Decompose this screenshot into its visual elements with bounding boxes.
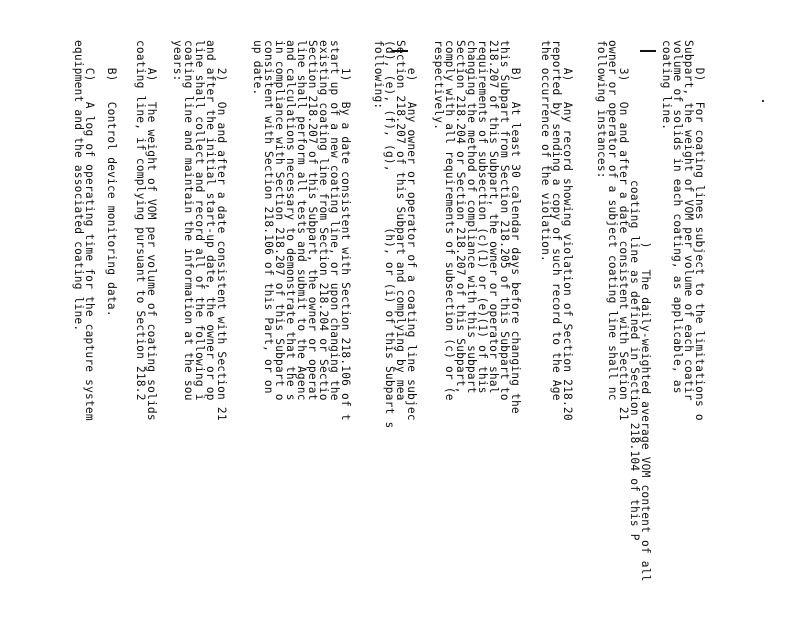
block-label: e) bbox=[405, 67, 418, 82]
block-text: On and after a date consistent with Section 21 and after the initial start-up date, the owner or op line shall collect and record all of the following i coating line and maintain the information at the sou years: bbox=[171, 40, 228, 421]
block-text: Any record showing violation of Section 218.20 reported by sending a copy of such record to the Age the occurrence of the violation. bbox=[539, 40, 574, 421]
block-e2c bbox=[62, 40, 106, 421]
block-text: On and after a date consistent with Section 21 owner or operator of a subject coating line shall nc following instances: bbox=[595, 40, 630, 421]
scan-speck bbox=[762, 100, 764, 102]
block-label: B) bbox=[509, 67, 522, 82]
block-text: The weight of VOM per volume of coating solids coating line, if complying pursuant to Section 218.2 bbox=[134, 40, 158, 421]
block-label: A) bbox=[145, 67, 158, 82]
block-e2 bbox=[161, 40, 238, 421]
block-text: For coating lines subject to the limitations o Subpart, the weight of VOM per volume of each coatir volume of solids in each coating, as applicable, as coating line. bbox=[660, 40, 706, 421]
block-label: C) bbox=[83, 67, 96, 82]
block-text: A log of operating time for the capture system equipment and the associated coating line. bbox=[72, 40, 96, 421]
block-label: 1) bbox=[339, 67, 352, 82]
block-text: Control device monitoring data. bbox=[105, 101, 118, 317]
block-e1 bbox=[241, 40, 362, 421]
block-3b bbox=[422, 40, 532, 414]
block-label: 3) bbox=[617, 67, 630, 82]
block-e2a bbox=[124, 40, 168, 421]
block-text: At least 30 calendar days before changing the this Subpart from Section 218.205 of this Subpart to 218.207 of this Subpart, the owner or operator shal requirements of subsection (c)(1) or (e)(1) of this changing the method of compliance with this subpart Section 218.204 or Section 218.207 of this Subpart, comply with all requirements of subsection (c) or (e respectively. bbox=[432, 40, 522, 414]
block-3 bbox=[585, 40, 640, 421]
block-text: Any owner or operator of a coating line subjec Section 218.207 of this Subpart and complying by mea (d), (e), (f), (g), (h), or (i) of this Subpart s following: bbox=[372, 40, 418, 429]
block-text: By a date consistent with Section 218.106 of t start up of a new coating line, or upon changing the existing coating line from Section 218.204 or Sectio Section 218.207 of this Subpart, the owner or operat line shall perform all tests and submit to the Agenc and calculations necessary to demonstrate that the s in compliance with Section 218.207 of this Subpart o consistent with Section 218.106 of this Part, or on up date. bbox=[251, 40, 352, 421]
block-e bbox=[362, 40, 428, 428]
block-label: D) bbox=[693, 67, 706, 82]
block-label: B) bbox=[105, 67, 118, 82]
block-label: 2) bbox=[215, 67, 228, 82]
block-text: ) The daily-weighted average VOM content of all coating line as defined in Section 218.104 of this P bbox=[628, 180, 652, 582]
block-label: A) bbox=[561, 67, 574, 82]
block-3a bbox=[529, 40, 584, 421]
